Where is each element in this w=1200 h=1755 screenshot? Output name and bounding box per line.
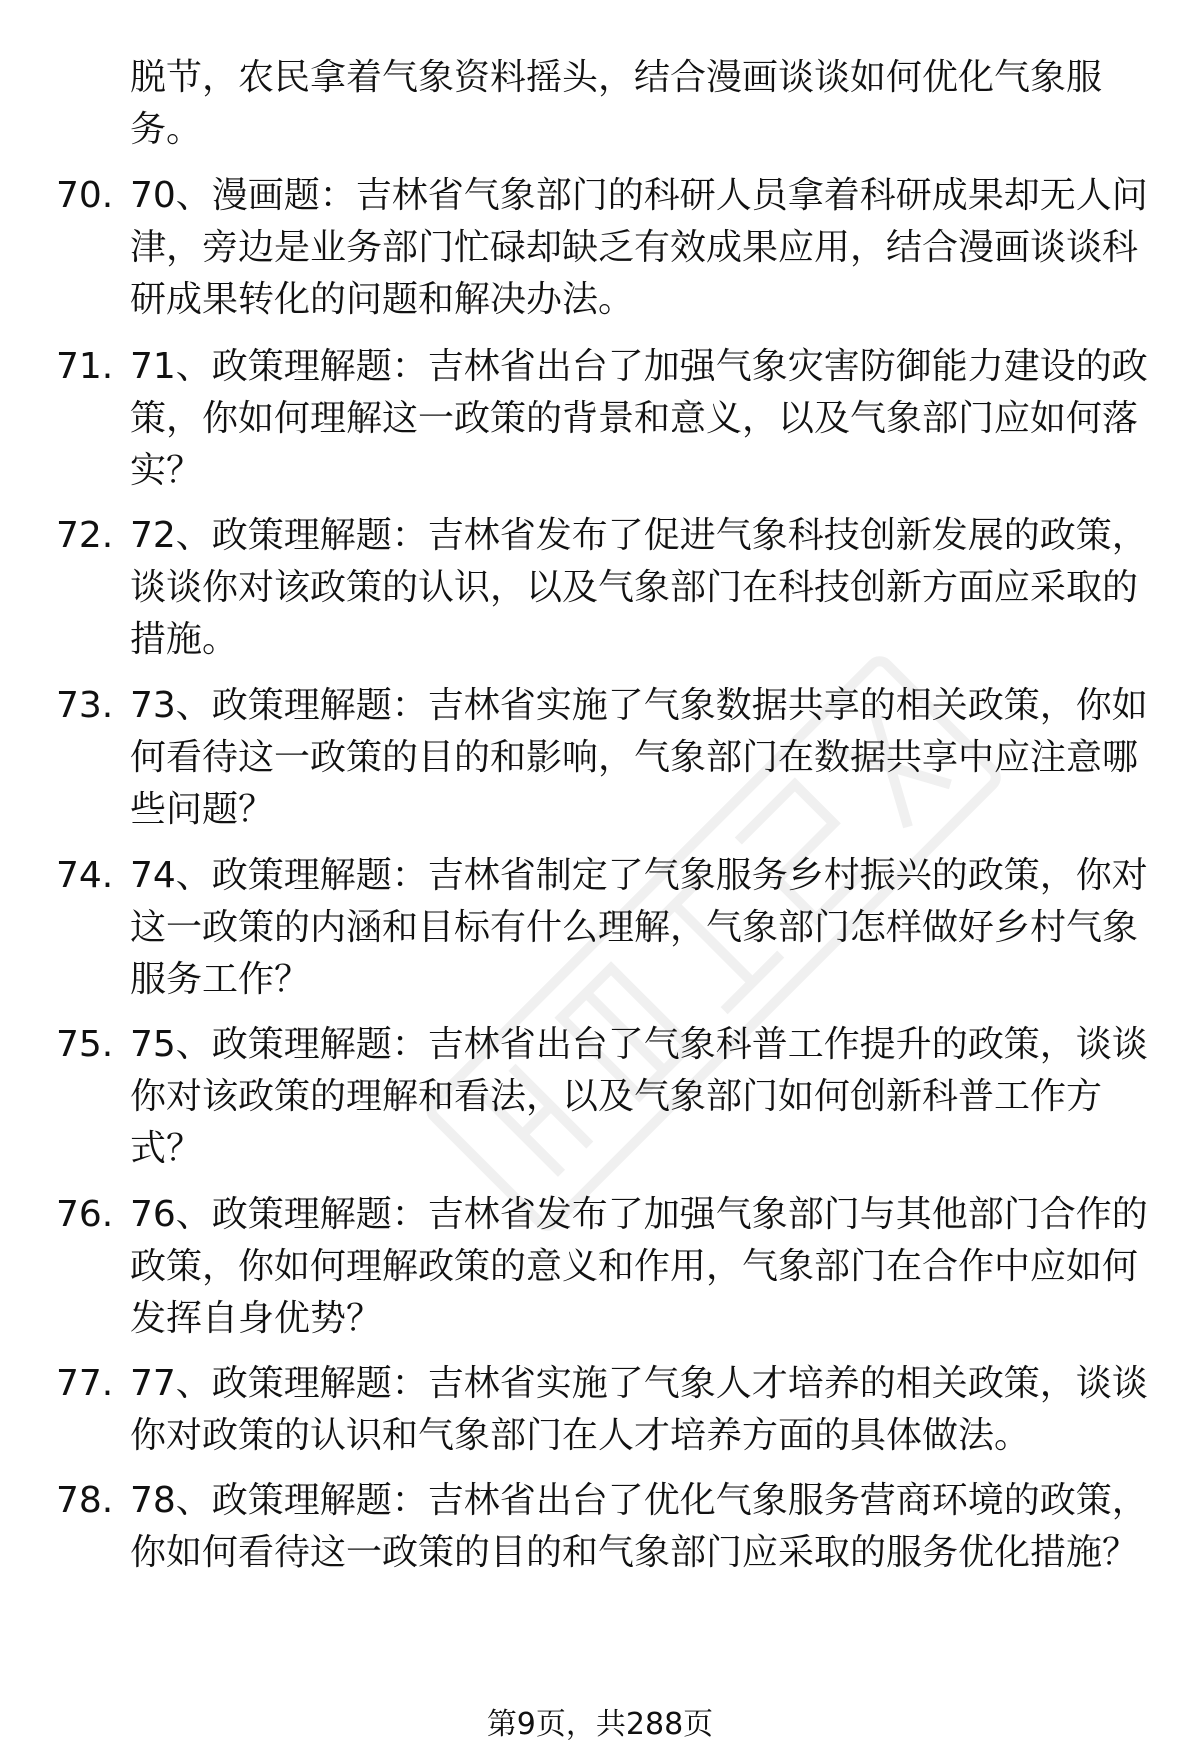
item-text: 73、政策理解题：吉林省实施了气象数据共享的相关政策，你如何看待这一政策的目的和影响，气象部门在数据共享中应注意哪些问题？ [130,685,1148,830]
item-number: 73. [56,685,114,726]
item-number: 75. [56,1024,114,1065]
page-footer: 第9页，共288页 [486,1707,714,1742]
item-number: 78. [56,1480,114,1521]
item-text: 76、政策理解题：吉林省发布了加强气象部门与其他部门合作的政策，你如何理解政策的意义和作用，气象部门在合作中应如何发挥自身优势？ [130,1194,1148,1339]
item-number: 76. [56,1194,114,1235]
item-text: 77、政策理解题：吉林省实施了气象人才培养的相关政策，谈谈你对政策的认识和气象部门在人才培养方面的具体做法。 [130,1363,1148,1456]
item-text: 70、漫画题：吉林省气象部门的科研人员拿着科研成果却无人问津，旁边是业务部门忙碌却缺乏有效成果应用，结合漫画谈谈科研成果转化的问题和解决办法。 [130,175,1148,320]
continuation-text: 脱节，农民拿着气象资料摇头，结合漫画谈谈如何优化气象服务。 [130,57,1103,150]
item-text: 75、政策理解题：吉林省出台了气象科普工作提升的政策，谈谈你对该政策的理解和看法，以及气象部门如何创新科普工作方式？ [130,1024,1148,1169]
item-text: 72、政策理解题：吉林省发布了促进气象科技创新发展的政策，谈谈你对该政策的认识，以及气象部门在科技创新方面应采取的措施。 [130,515,1148,660]
item-text: 78、政策理解题：吉林省出台了优化气象服务营商环境的政策，你如何看待这一政策的目的和气象部门应采取的服务优化措施？ [130,1480,1148,1573]
item-number: 74. [56,855,114,896]
item-number: 72. [56,515,114,556]
item-number: 71. [56,346,114,387]
item-number: 70. [56,175,114,216]
item-number: 77. [56,1363,114,1404]
item-text: 74、政策理解题：吉林省制定了气象服务乡村振兴的政策，你对这一政策的内涵和目标有什么理解，气象部门怎样做好乡村气象服务工作？ [130,855,1148,1000]
item-text: 71、政策理解题：吉林省出台了加强气象灾害防御能力建设的政策，你如何理解这一政策的背景和意义，以及气象部门应如何落实？ [130,346,1148,491]
